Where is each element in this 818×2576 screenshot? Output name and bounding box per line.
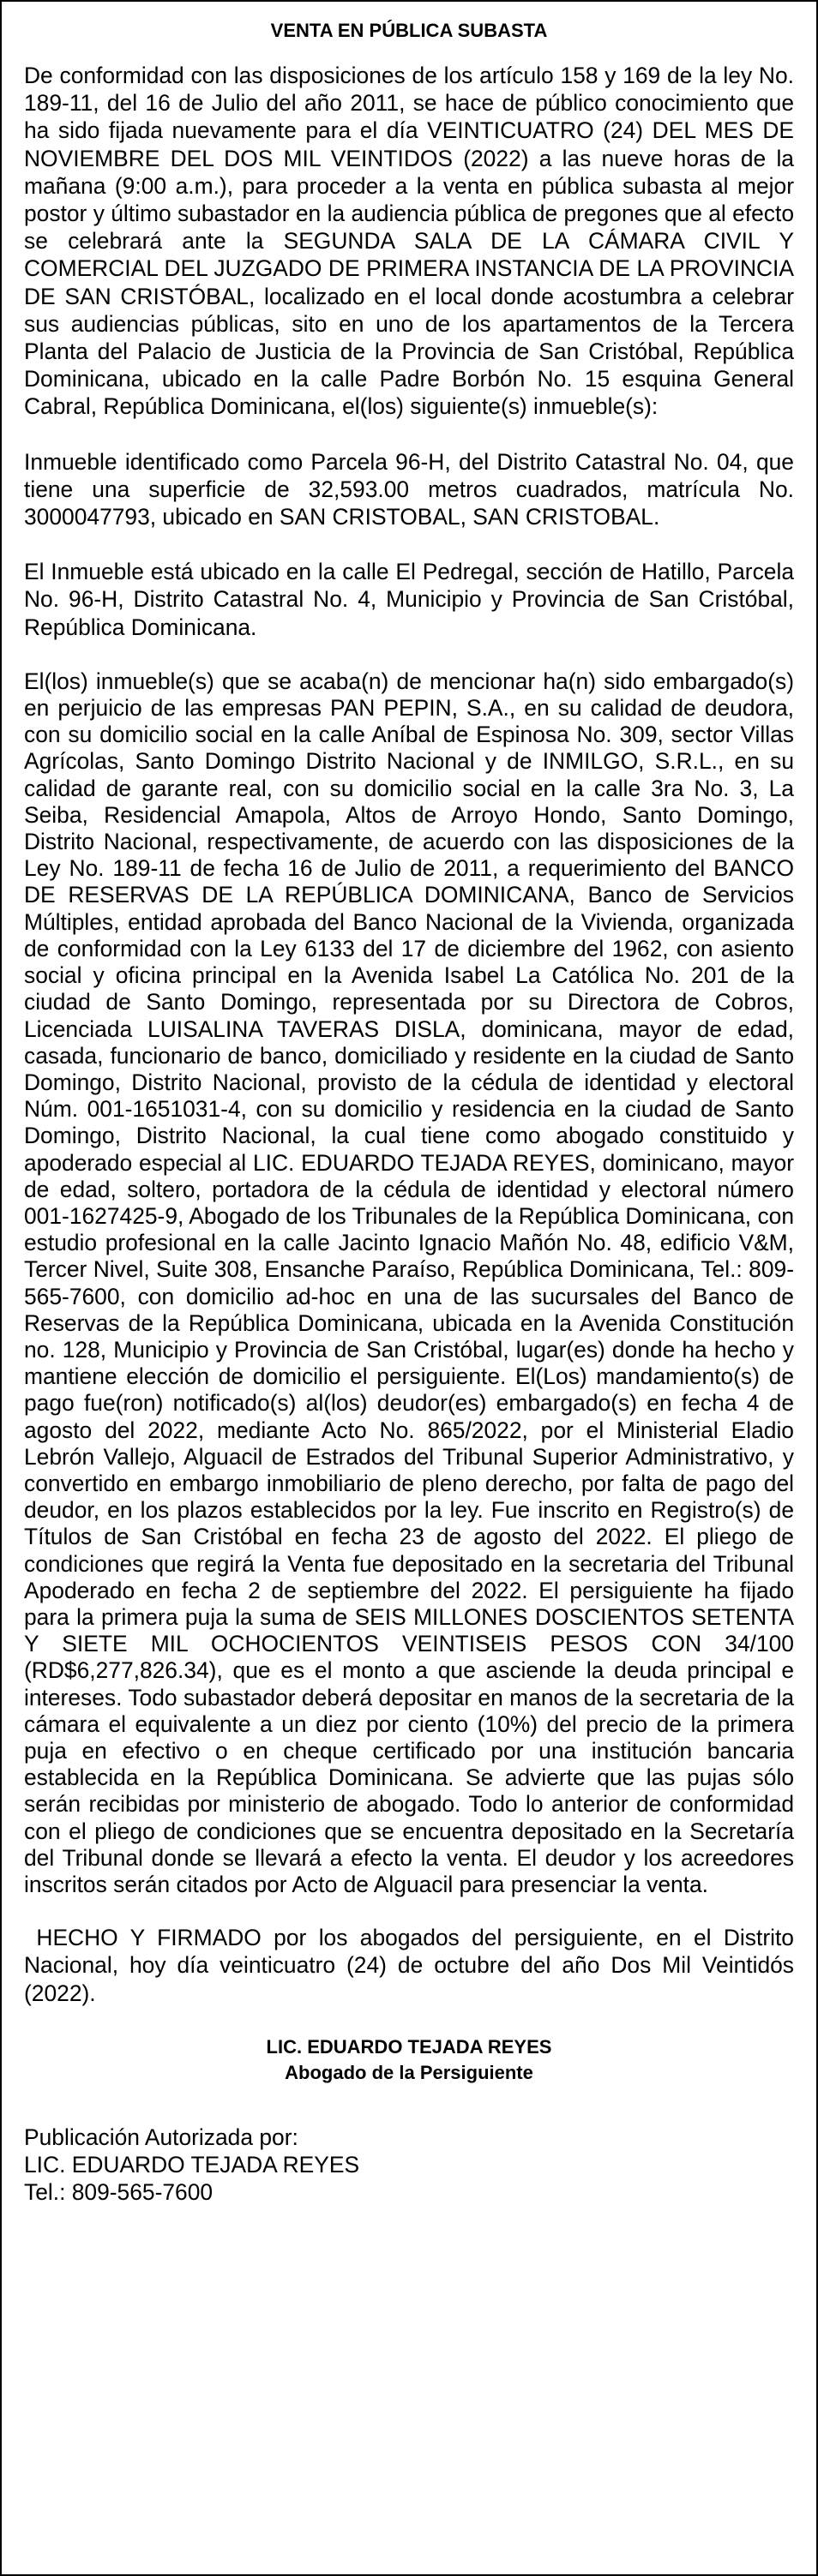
publication-phone: Tel.: 809-565-7600 bbox=[24, 2178, 214, 2205]
paragraph-announcement: De conformidad con las disposiciones de los artículo 158 y 169 de la ley No. 189-11, del 16 de Julio del año 2011, se hace de público conocimiento que ha sido fijada nuevamente para el día VEINTICUATRO (24) DEL MES DE NOVIEMBRE DEL DOS MIL VEINTIDOS (2022) a las nueve horas de la mañana (9:00 a.m.), para proceder a la venta en pública subasta al mejor postor y último subastador en la audiencia pública de pregones que al efecto se celebrará ante la SEGUNDA SALA DE LA CÁMARA CIVIL Y COMERCIAL DEL JUZGADO DE PRIMERA INSTANCIA DE LA PROVINCIA DE SAN CRISTÓBAL, localizado en el local donde acostumbra a celebrar sus audiencias públicas, sito en uno de los apartamentos de la Tercera Planta del Palacio de Justicia de la Provincia de San Cristóbal, República Dominicana, ubicado en la calle Padre Borbón No. 15 esquina General Cabral, República Dominicana, el(los) siguiente(s) inmueble(s): bbox=[24, 63, 794, 420]
signature-role: Abogado de la Persiguiente bbox=[285, 2061, 533, 2083]
notice-title: VENTA EN PÚBLICA SUBASTA bbox=[270, 20, 548, 41]
signature-name: LIC. EDUARDO TEJADA REYES bbox=[266, 2035, 552, 2058]
paragraph-property-location: El Inmueble está ubicado en la calle El Pedregal, sección de Hatillo, Parcela No. 96-H, Distrito Catastral No. 4, Municipio y Provincia de San Cristóbal, República Dominicana. bbox=[24, 559, 794, 640]
paragraph-signed: HECHO Y FIRMADO por los abogados del persiguiente, en el Distrito Nacional, hoy día veinticuatro (24) de octubre del año Dos Mil Veintidós (2022). bbox=[24, 1925, 801, 2006]
signature-block bbox=[24, 2034, 794, 2086]
publication-authorization bbox=[24, 2124, 794, 2206]
paragraph-seizure-details: El(los) inmueble(s) que se acaba(n) de mencionar ha(n) sido embargado(s) en perjuicio de las empresas PAN PEPIN, S.A., en su calidad de deudora, con su domicilio social en la calle Aníbal de Espinosa No. 309, sector Villas Agrícolas, Santo Domingo Distrito Nacional y de INMILGO, S.R.L., en su calidad de garante real, con su domicilio social en la calle 3ra No. 3, La Seiba, Residencial Amapola, Altos de Arroyo Hondo, Santo Domingo, Distrito Nacional, respectivamente, de acuerdo con las disposiciones de la Ley No. 189-11 de fecha 16 de Julio de 2011, a requerimiento del BANCO DE RESERVAS DE LA REPÚBLICA DOMINICANA, Banco de Servicios Múltiples, entidad aprobada del Banco Nacional de la Vivienda, organizada de conformidad con la Ley 6133 del 17 de diciembre del 1962, con asiento social y oficina principal en la Avenida Isabel La Católica No. 201 de la ciudad de Santo Domingo, representada por su Directora de Cobros, Licenciada LUISALINA TAVERAS DISLA, dominicana, mayor de edad, casada, funcionario de banco, domiciliado y residente en la ciudad de Santo Domingo, Distrito Nacional, provisto de la cédula de identidad y electoral Núm. 001-1651031-4, con su domicilio y residencia en la ciudad de Santo Domingo, Distrito Nacional, la cual tiene como abogado constituido y apoderado especial al LIC. EDUARDO TEJADA REYES, dominicano, mayor de edad, soltero, portadora de la cédula de identidad y electoral número 001-1627425-9, Abogado de los Tribunales de la República Dominicana, con estudio profesional en la calle Jacinto Ignacio Mañón No. 48, edificio V&M, Tercer Nivel, Suite 308, Ensanche Paraíso, República Dominicana, Tel.: 809-565-7600, con domicilio ad-hoc en una de las sucursales del Banco de Reservas de la República Dominicana, ubicada en la Avenida Constitución no. 128, Municipio y Provincia de San Cristóbal, lugar(es) donde ha hecho y mantiene elección de domicilio el persiguiente. El(Los) mandamiento(s) de pago fue(ron) notificado(s) al(los) deudor(es) embargado(s) en fecha 4 de agosto del 2022, mediante Acto No. 865/2022, por el Ministerial Eladio Lebrón Vallejo, Alguacil de Estrados del Tribunal Superior Administrativo, y convertido en embargo inmobiliario de pleno derecho, por falta de pago del deudor, en los plazos establecidos por la ley. Fue inscrito en Registro(s) de Títulos de San Cristóbal en fecha 23 de agosto del 2022. El pliego de condiciones que regirá la Venta fue depositado en la secretaria del Tribunal Apoderado en fecha 2 de septiembre del 2022. El persiguiente ha fijado para la primera puja la suma de SEIS MILLONES DOSCIENTOS SETENTA Y SIETE MIL OCHOCIENTOS VEINTISEIS PESOS CON 34/100 (RD$6,277,826.34), que es el monto a que asciende la deuda principal e intereses. Todo subastador deberá depositar en manos de la secretaria de la cámara el equivalente a un diez por ciento (10%) del precio de la primera puja en efectivo o en cheque certificado por una institución bancaria establecida en la República Dominicana. Se advierte que las pujas sólo serán recibidas por ministerio de abogado. Todo lo anterior de conformidad con el pliego de condiciones que se encuentra depositado en la Secretaría del Tribunal donde se llevará a efecto la venta. El deudor y los acreedores inscritos serán citados por Acto de Alguacil para presenciar la venta. bbox=[24, 668, 794, 1897]
publication-label: Publicación Autorizada por: bbox=[24, 2124, 298, 2150]
paragraph-property-id: Inmueble identificado como Parcela 96-H, del Distrito Catastral No. 04, que tiene una superficie de 32,593.00 metros cuadrados, matrícula No. 3000047793, ubicado en SAN CRISTOBAL, SAN CRISTOBAL. bbox=[24, 448, 794, 530]
publication-name: LIC. EDUARDO TEJADA REYES bbox=[24, 2151, 360, 2178]
